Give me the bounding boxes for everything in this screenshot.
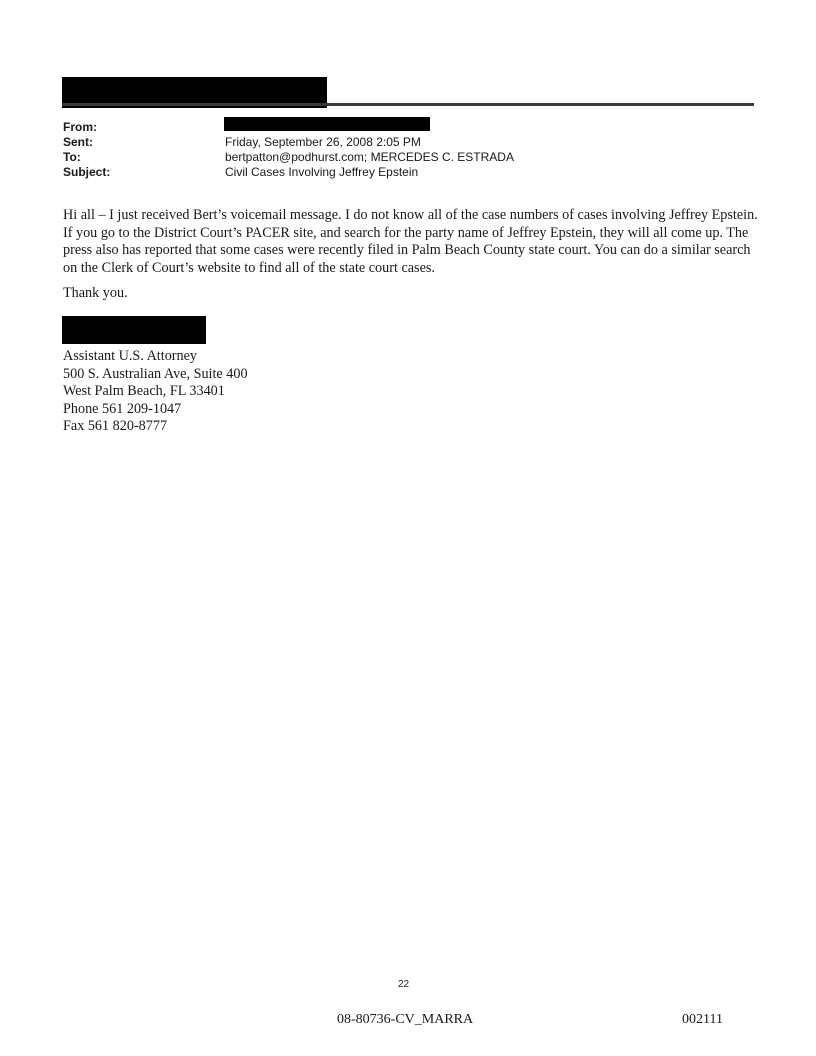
signature-title: Assistant U.S. Attorney (63, 348, 197, 364)
page-number: 22 (398, 979, 410, 990)
redaction-block-from (224, 117, 430, 131)
signature-block (63, 348, 248, 436)
closing-line: Thank you. (63, 285, 128, 301)
to-value: bertpatton@podhurst.com; MERCEDES C. ESTRADA (225, 150, 514, 164)
email-body (63, 207, 763, 277)
subject-label: Subject: (63, 165, 111, 179)
signature-fax: Fax 561 820-8777 (63, 418, 168, 434)
subject-value: Civil Cases Involving Jeffrey Epstein (225, 165, 419, 179)
signature-address-line-1: 500 S. Australian Ave, Suite 400 (63, 365, 248, 382)
from-label: From: (63, 120, 97, 134)
signature-address-line-2: West Palm Beach, FL 33401 (63, 383, 225, 399)
sent-label: Sent: (63, 135, 93, 149)
sent-value: Friday, September 26, 2008 2:05 PM (225, 135, 421, 149)
body-paragraph: Hi all – I just received Bert’s voicemail message. I do not know all of the case numbers of cases involving Jeffrey Epstein. If you go to the District Court’s PACER site, and search for the party name of Jeffrey Epstein, they will all come up. The press also has reported that some cases were recently filed in Palm Beach County state court. You can do a similar search on the Clerk of Court’s website to find all of the state court cases. (63, 207, 758, 276)
case-number: 08-80736-CV_MARRA (337, 1012, 474, 1027)
bates-number: 002111 (682, 1012, 723, 1027)
to-label: To: (63, 150, 81, 164)
signature-phone: Phone 561 209-1047 (63, 400, 182, 417)
header-divider (62, 103, 754, 106)
redaction-block-signature (62, 316, 206, 344)
